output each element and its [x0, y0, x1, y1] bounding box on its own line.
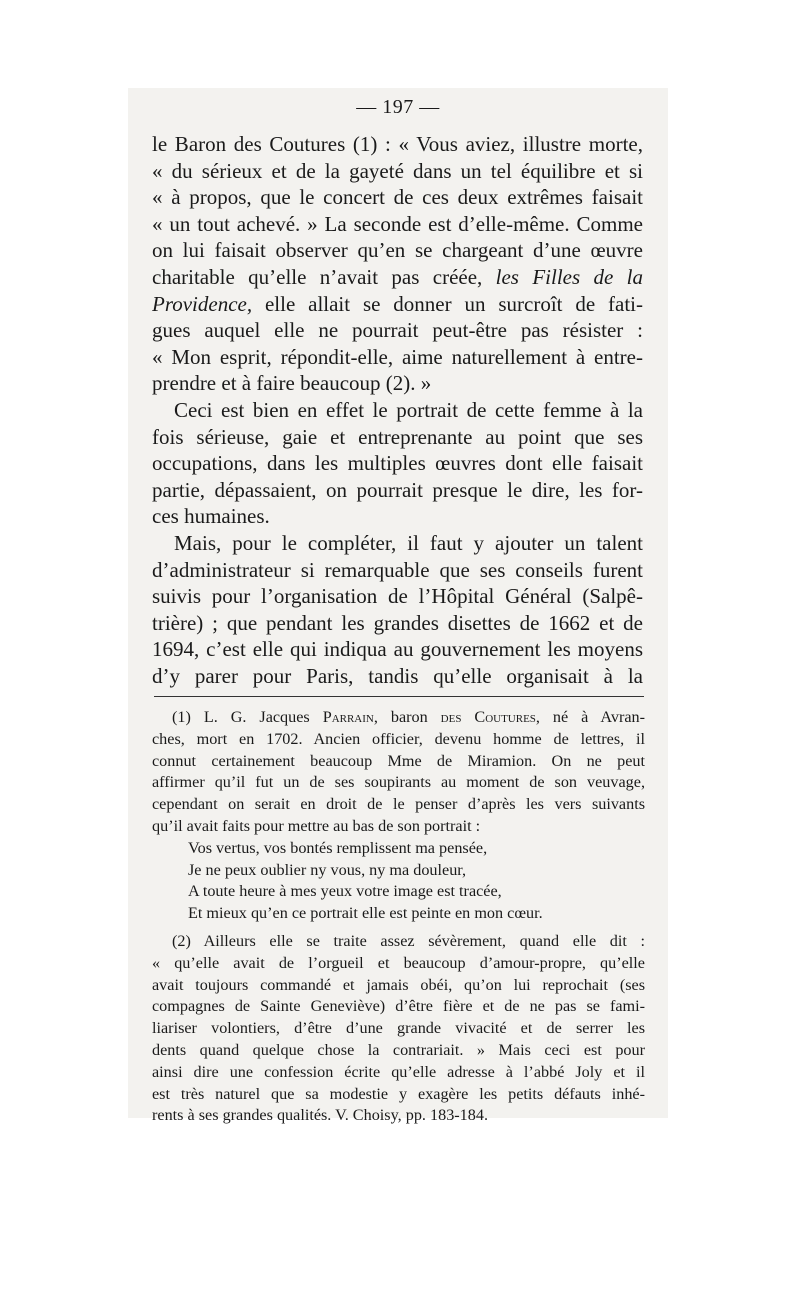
footnote-divider: [154, 696, 644, 697]
footnote-line: ainsi dire une confession écrite qu’elle adresse à l’abbé Joly et il: [152, 1062, 645, 1081]
text-line: suivis pour l’organisation de l’Hôpital Général (Salpê-: [152, 584, 643, 609]
page-number: — 197 —: [356, 96, 440, 118]
book-page: [128, 88, 668, 1125]
text-line: trière) ; que pendant les grandes disettes de 1662 et de: [152, 610, 643, 635]
footnote-line: qu’il avait faits pour mettre au bas de son portrait :: [152, 816, 481, 835]
verse-line: A toute heure à mes yeux votre image est tracée,: [188, 882, 502, 901]
text-line: « à propos, que le concert de ces deux extrêmes faisait: [152, 185, 643, 210]
text-line: prendre et à faire beaucoup (2). »: [152, 371, 432, 396]
text-line: partie, dépassaient, on pourrait presque le dire, les for-: [152, 477, 643, 502]
footnote-line: connut certainement beaucoup Mme de Miramion. On ne peut: [152, 751, 645, 770]
text-line: 1694, c’est elle qui indiqua au gouvernement les moyens: [152, 637, 643, 662]
footnote-line: est très naturel que sa modestie y exagère les petits défauts inhé-: [152, 1084, 645, 1103]
text-line: Ceci est bien en effet le portrait de cette femme à la: [174, 397, 643, 422]
verse-line: Je ne peux oublier ny vous, ny ma douleur,: [188, 860, 467, 879]
text-line: « du sérieux et de la gayeté dans un tel équilibre et si: [152, 158, 643, 183]
text-line: ces humaines.: [152, 504, 270, 529]
footnote-marker: (1): [172, 708, 191, 726]
text-line: d’administrateur si remarquable que ses conseils furent: [152, 557, 643, 582]
footnote-2: [152, 931, 645, 1127]
verse-line: Et mieux qu’en ce portrait elle est peinte en mon cœur.: [188, 904, 543, 923]
text-line: le Baron des Coutures (1) : « Vous aviez, illustre morte,: [152, 132, 643, 156]
footnote-line: liariser volontiers, d’être d’une grande vivacité et de serrer les: [152, 1019, 645, 1038]
footnote-line: dents quand quelque chose la contrariait. » Mais ceci est pour: [152, 1040, 645, 1059]
footnote-line: ches, mort en 1702. Ancien officier, devenu homme de lettres, il: [152, 729, 645, 748]
text-run: elle allait se donner un surcroît de fati-: [264, 291, 643, 316]
main-text: [152, 131, 643, 689]
verse-quote: [152, 838, 645, 925]
footnote-line: [152, 707, 645, 729]
footnotes: [152, 707, 645, 1127]
text-run: charitable qu’elle n’avait pas créée,: [152, 264, 483, 289]
text-line: [152, 264, 643, 291]
footnote-line: rents à ses grandes qualités. V. Choisy, pp. 183-184.: [152, 1106, 489, 1125]
author-title: des Coutures: [440, 708, 536, 726]
text-line: [152, 291, 643, 318]
footnote-line: cependant on serait en droit de le penser d’après les vers suivants: [152, 795, 645, 814]
footnote-line: compagnes de Sainte Geneviève) d’être fière et de ne pas se fami-: [152, 997, 645, 1016]
text-run: L. G. Jacques: [203, 708, 310, 726]
text-line: « un tout achevé. » La seconde est d’elle-même. Comme: [152, 211, 643, 236]
footnote-line: (2) Ailleurs elle se traite assez sévèrement, quand elle dit :: [172, 931, 645, 950]
text-line: Mais, pour le compléter, il faut y ajouter un talent: [174, 530, 643, 555]
text-line: fois sérieuse, gaie et entreprenante au point que ses: [152, 424, 643, 449]
text-line: « Mon esprit, répondit-elle, aime naturellement à entre-: [152, 344, 643, 369]
author-surname: Parrain: [322, 708, 374, 726]
text-line: occupations, dans les multiples œuvres dont elle faisait: [152, 451, 643, 476]
footnote-line: affirmer qu’il fut un de ses soupirants au moment de son veuvage,: [152, 773, 645, 792]
text-line: d’y parer pour Paris, tandis qu’elle organisait à la: [152, 663, 643, 688]
italic-title: les Filles de la: [495, 264, 643, 289]
text-line: on lui faisait observer qu’en se chargeant d’une œuvre: [152, 238, 643, 263]
text-run: , né à Avran-: [535, 708, 645, 726]
verse-line: Vos vertus, vos bontés remplissent ma pensée,: [188, 838, 488, 857]
footnote-line: avait toujours commandé et jamais obéi, qu’on lui reprochait (ses: [152, 975, 645, 994]
text-run: , baron: [373, 708, 428, 726]
footnote-1: [152, 707, 645, 925]
footnote-line: « qu’elle avait de l’orgueil et beaucoup d’amour-propre, qu’elle: [152, 953, 645, 972]
italic-title: Providence,: [152, 291, 253, 316]
text-line: gues auquel elle ne pourrait peut-être pas résister :: [152, 318, 643, 343]
